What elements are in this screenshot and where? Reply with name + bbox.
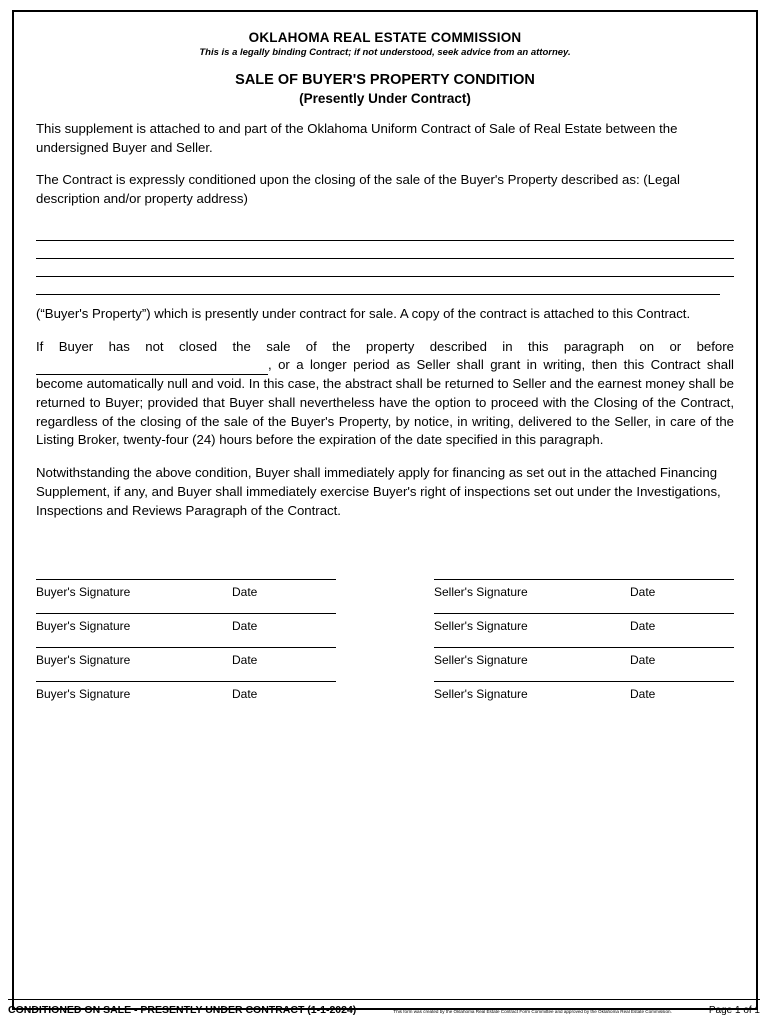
footer-divider <box>8 999 760 1000</box>
form-title: SALE OF BUYER'S PROPERTY CONDITION <box>235 72 535 88</box>
buyers-property-paragraph: (“Buyer's Property”) which is presently under contract for sale. A copy of the contract is attached to this Contract. <box>36 305 691 321</box>
property-description-line-2[interactable] <box>36 241 734 259</box>
deadline-text-part2: , or a longer period as Seller shall grant in writing, then this Contract shall become automatically null and void. In this case, the abstract shall be returned to Seller and the earnest money shall be returned to Buyer; provided that Buyer shall nevertheless have the option to proceed with the Closing of the Contract, regardless of the closing of the sale of the Buyer's Property, by notice, in writing, delivered to the Seller, in care of the Listing Broker, twenty-four (24) hours before the expiration of the date specified in this paragraph. <box>36 357 734 448</box>
seller-signature-line[interactable] <box>434 680 734 682</box>
document-frame <box>12 10 758 1010</box>
seller-signature-group <box>434 680 734 701</box>
seller-signature-label: Seller's Signature <box>434 687 528 702</box>
seller-signature-group <box>434 578 734 599</box>
seller-signature-line[interactable] <box>434 612 734 614</box>
buyer-date-label: Date <box>232 619 258 634</box>
buyer-signature-line[interactable] <box>36 578 336 580</box>
buyer-signature-line[interactable] <box>36 680 336 682</box>
seller-date-label: Date <box>630 619 656 634</box>
footer-approval-note: This form was created by the Oklahoma Real Estate Contract Form Committee and approved by the Oklahoma Real Estate Commission. <box>393 1009 672 1014</box>
signature-row <box>36 612 734 633</box>
seller-signature-group <box>434 646 734 667</box>
form-subtitle: (Presently Under Contract) <box>299 91 471 106</box>
buyer-signature-label: Buyer's Signature <box>36 687 131 702</box>
seller-date-label: Date <box>630 687 656 702</box>
footer-form-name: CONDITIONED ON SALE - PRESENTLY UNDER CONTRACT (1-1-2024) <box>8 1004 357 1016</box>
property-description-line-4[interactable] <box>36 277 720 295</box>
intro-paragraph: This supplement is attached to and part of the Oklahoma Uniform Contract of Sale of Real Estate between the undersigned Buyer and Seller. <box>36 121 678 155</box>
buyer-signature-line[interactable] <box>36 646 336 648</box>
signature-block <box>36 578 734 701</box>
property-description-lines <box>36 223 734 295</box>
signature-row <box>36 680 734 701</box>
buyer-signature-label: Buyer's Signature <box>36 653 131 668</box>
seller-signature-label: Seller's Signature <box>434 585 528 600</box>
seller-signature-line[interactable] <box>434 578 734 580</box>
buyer-signature-group <box>36 612 336 633</box>
seller-signature-label: Seller's Signature <box>434 653 528 668</box>
agency-title: OKLAHOMA REAL ESTATE COMMISSION <box>248 30 522 45</box>
footer-page-number: Page 1 of 1 <box>708 1005 760 1016</box>
deadline-paragraph <box>36 338 734 450</box>
property-description-line-1[interactable] <box>36 223 734 241</box>
deadline-text-part1: If Buyer has not closed the sale of the property described in this paragraph on or before <box>36 338 734 354</box>
document-footer <box>0 999 770 1016</box>
seller-signature-label: Seller's Signature <box>434 619 528 634</box>
legal-advice-note: This is a legally binding Contract; if not understood, seek advice from an attorney. <box>199 47 571 58</box>
buyer-signature-group <box>36 680 336 701</box>
seller-signature-line[interactable] <box>434 646 734 648</box>
buyer-signature-group <box>36 578 336 599</box>
buyer-signature-label: Buyer's Signature <box>36 619 131 634</box>
buyer-signature-group <box>36 646 336 667</box>
seller-date-label: Date <box>630 653 656 668</box>
buyer-date-label: Date <box>232 585 258 600</box>
seller-date-label: Date <box>630 585 656 600</box>
condition-intro-paragraph: The Contract is expressly conditioned upon the closing of the sale of the Buyer's Property described as: (Legal description and/or property address) <box>36 172 680 207</box>
buyer-signature-line[interactable] <box>36 612 336 614</box>
signature-row <box>36 578 734 599</box>
buyer-date-label: Date <box>232 687 258 702</box>
deadline-date-blank[interactable] <box>36 361 268 375</box>
buyer-signature-label: Buyer's Signature <box>36 585 131 600</box>
seller-signature-group <box>434 612 734 633</box>
document-header <box>36 30 734 106</box>
property-description-line-3[interactable] <box>36 259 734 277</box>
buyer-date-label: Date <box>232 653 258 668</box>
notwithstanding-paragraph: Notwithstanding the above condition, Buyer shall immediately apply for financing as set out in the attached Financing Supplement, if any, and Buyer shall immediately exercise Buyer's right of inspections set out under the Investigations, Inspections and Reviews Paragraph of the Contract. <box>36 465 721 518</box>
signature-row <box>36 646 734 667</box>
